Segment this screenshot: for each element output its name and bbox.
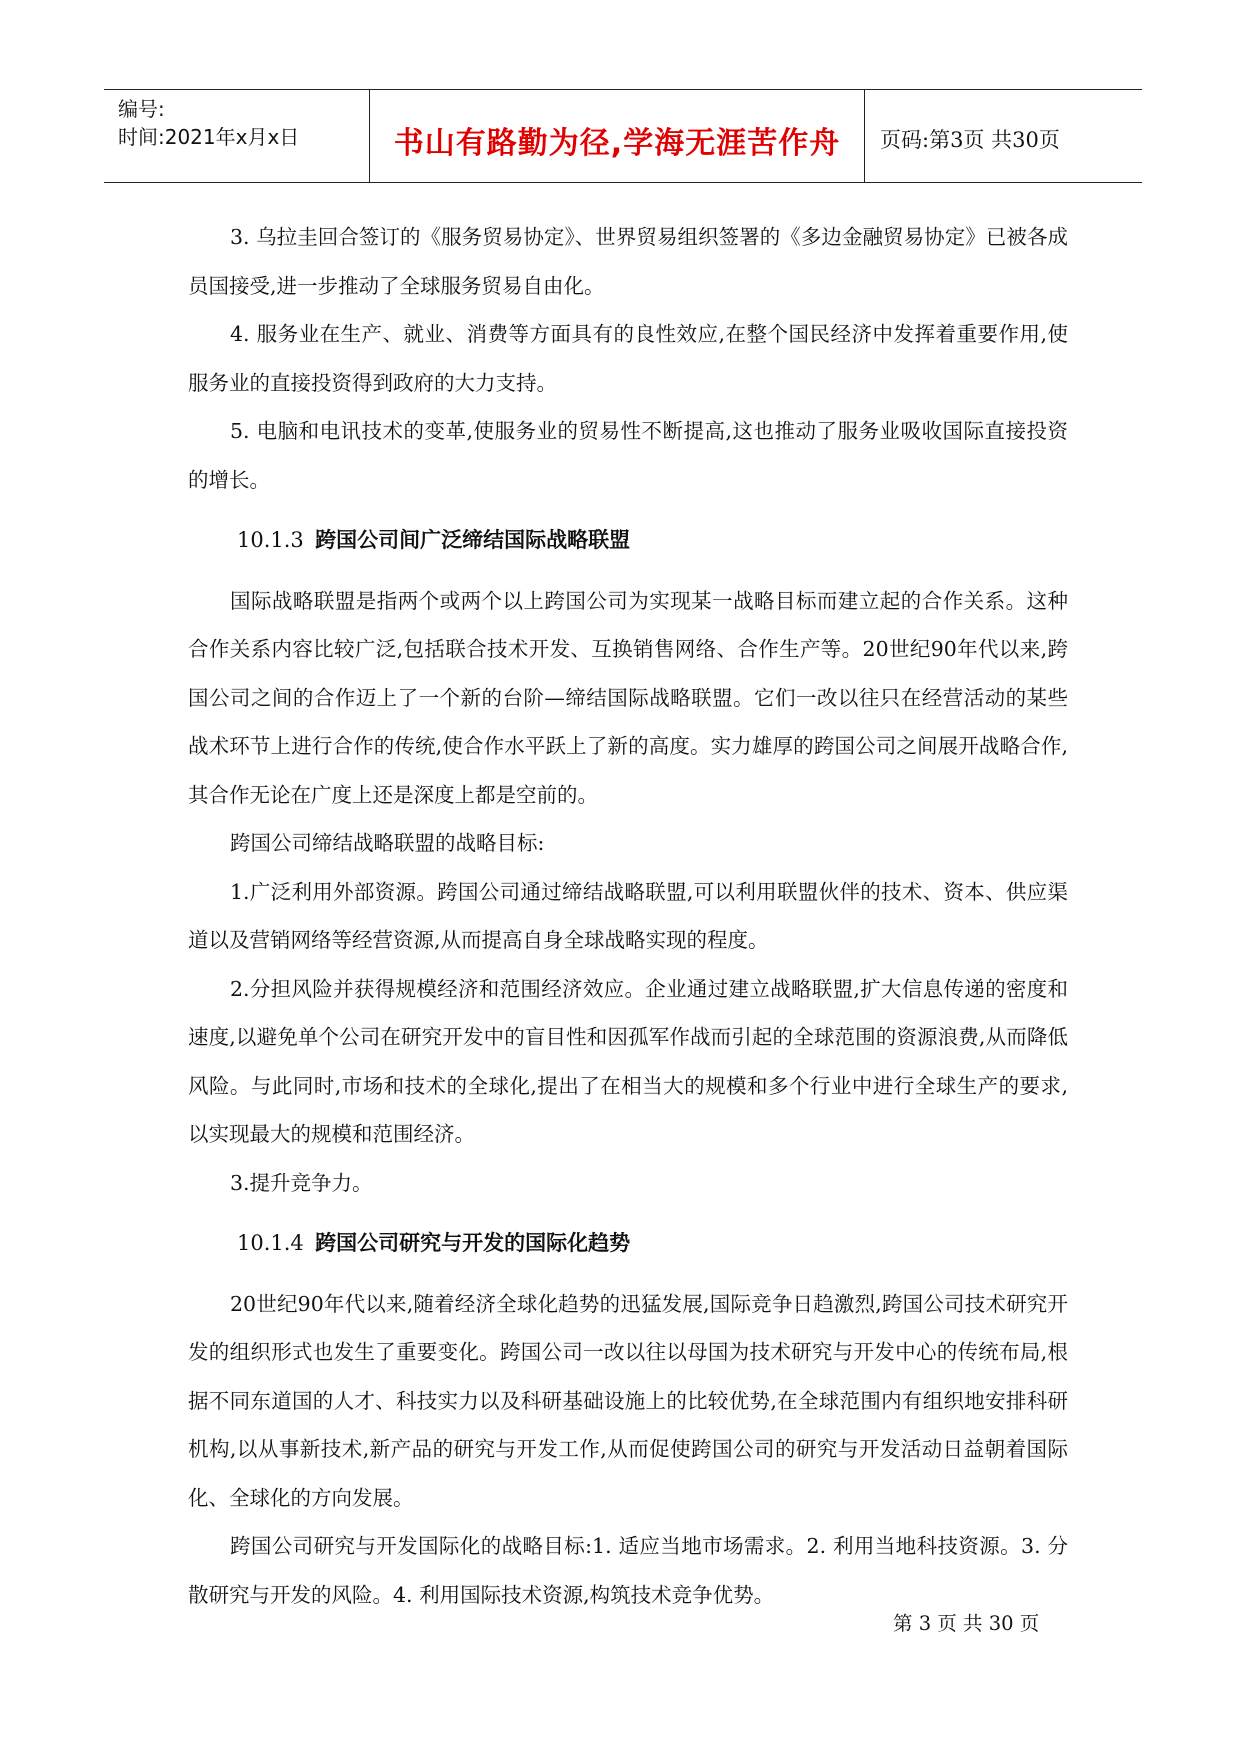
paragraph-5: 跨国公司缔结战略联盟的战略目标:: [230, 831, 545, 855]
section-heading-10-1-3: [188, 504, 1068, 577]
paragraph-8: 3.提升竞争力。: [230, 1170, 373, 1195]
paragraph-2: 4. 服务业在生产、就业、消费等方面具有的良性效应,在整个国民经济中发挥着重要作用,使服务业的直接投资得到政府的大力支持。: [188, 322, 1068, 395]
footer-page-number: 第 3 页 共 30 页: [893, 1612, 1040, 1635]
header-motto-cell: [370, 90, 865, 182]
paragraph-7: 2.分担风险并获得规模经济和范围经济效应。企业通过建立战略联盟,扩大信息传递的密度和速度,以避免单个公司在研究开发中的盲目性和因孤军作战而引起的全球范围的资源浪费,从而降低风险。与此同时,市场和技术的全球化,提出了在相当大的规模和多个行业中进行全球生产的要求,以实现最大的规模和范围经济。: [188, 976, 1068, 1146]
paragraph-10: 跨国公司研究与开发国际化的战略目标:1. 适应当地市场需求。2. 利用当地科技资源。3. 分散研究与开发的风险。4. 利用国际技术资源,构筑技术竞争优势。: [188, 1534, 1068, 1607]
time-label: 时间:2021年x月x日: [118, 125, 300, 149]
section-heading-10-1-4: [188, 1207, 1068, 1280]
header-page-number: 页码:第3页 共30页: [880, 128, 1060, 152]
paragraph-4: 国际战略联盟是指两个或两个以上跨国公司为实现某一战略目标而建立起的合作关系。这种合作关系内容比较广泛,包括联合技术开发、互换销售网络、合作生产等。20世纪90年代以来,跨国公司之间的合作迈上了一个新的台阶—缔结国际战略联盟。它们一改以往只在经营活动的某些战术环节上进行合作的传统,使合作水平跃上了新的高度。实力雄厚的跨国公司之间展开战略合作,其合作无论在广度上还是深度上都是空前的。: [188, 588, 1068, 807]
header-page-cell: [866, 90, 1142, 182]
page-header: [104, 89, 1142, 183]
paragraph-6: 1.广泛利用外部资源。跨国公司通过缔结战略联盟,可以利用联盟伙伴的技术、资本、供应渠道以及营销网络等经营资源,从而提高自身全球战略实现的程度。: [188, 879, 1068, 952]
document-body: [188, 213, 1068, 1619]
paragraph-9: 20世纪90年代以来,随着经济全球化趋势的迅猛发展,国际竞争日趋激烈,跨国公司技术研究开发的组织形式也发生了重要变化。跨国公司一改以往以母国为技术研究与开发中心的传统布局,根据不同东道国的人才、科技实力以及科研基础设施上的比较优势,在全球范围内有组织地安排科研机构,以从事新技术,新产品的研究与开发工作,从而促使跨国公司的研究与开发活动日益朝着国际化、全球化的方向发展。: [188, 1291, 1068, 1510]
section-number: 10.1.4: [237, 1231, 304, 1255]
section-title: 跨国公司研究与开发的国际化趋势: [315, 1230, 631, 1255]
header-meta-cell: [104, 90, 370, 182]
paragraph-1: 3. 乌拉圭回合签订的《服务贸易协定》、世界贸易组织签署的《多边金融贸易协定》已被各成员国接受,进一步推动了全球服务贸易自由化。: [188, 225, 1068, 298]
motto-text: 书山有路勤为径,学海无涯苦作舟: [393, 126, 841, 161]
paragraph-3: 5. 电脑和电讯技术的变革,使服务业的贸易性不断提高,这也推动了服务业吸收国际直接投资的增长。: [188, 419, 1068, 492]
section-number: 10.1.3: [237, 528, 304, 552]
serial-label: 编号:: [118, 97, 165, 121]
section-title: 跨国公司间广泛缔结国际战略联盟: [315, 527, 631, 552]
